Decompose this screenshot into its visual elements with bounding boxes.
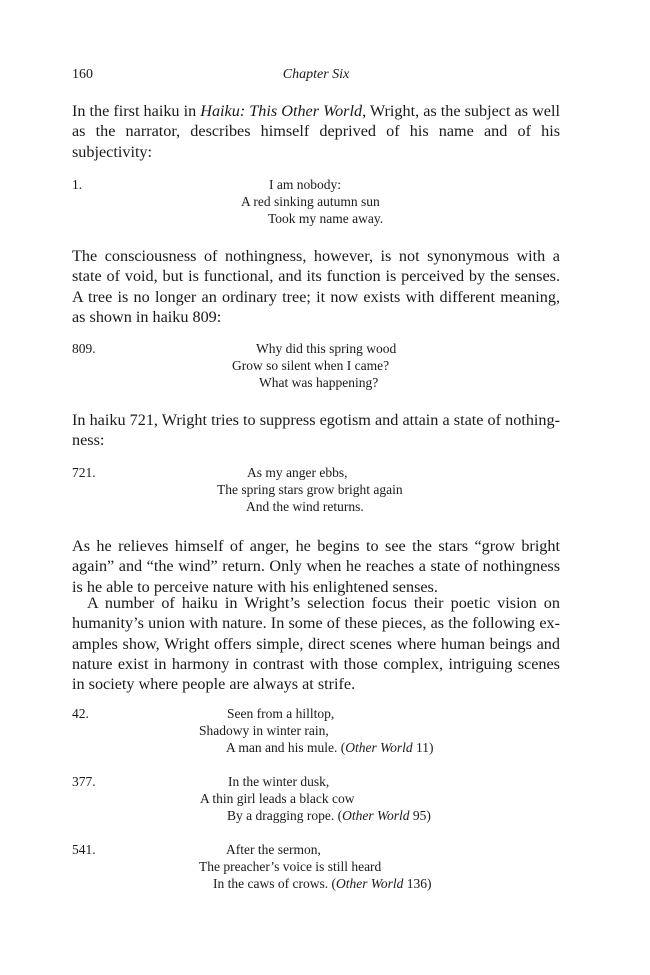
haiku-42-line-3-text: A man and his mule.: [226, 740, 338, 755]
haiku-42-line-1: Seen from a hilltop,: [227, 706, 335, 721]
running-head: Chapter Six: [282, 67, 350, 82]
paragraph-3: In haiku 721, Wright tries to suppress egotism and attain a state of nothing-ness:: [72, 411, 560, 450]
haiku-number-721: 721.: [72, 465, 96, 480]
haiku-42-line-3: A man and his mule. (Other World 11): [226, 740, 434, 755]
paragraph-1-text-b: , Wright, as the subject as well as the narrator, describes himself deprived of his name and of his subjectivity:: [72, 102, 560, 161]
haiku-541-line-3-text: In the caws of crows.: [213, 876, 329, 891]
haiku-number-809: 809.: [72, 341, 96, 356]
citation-page: 11): [412, 740, 434, 755]
paragraph-5: A number of haiku in Wright’s selection focus their poetic vision on humanity’s union with nature. In some of these pieces, as the following ex-amples show, Wright offers simple, direct scenes where human beings and nature exist in harmony in contrast with those complex, intriguing scenes in society where people are always at strife.: [72, 594, 560, 694]
haiku-1-line-3: Took my name away.: [268, 211, 384, 226]
paragraph-1: [72, 101, 560, 162]
haiku-541-line-1: After the sermon,: [226, 842, 321, 857]
haiku-42-line-2: Shadowy in winter rain,: [199, 723, 329, 738]
haiku-721-line-1: As my anger ebbs,: [247, 465, 348, 480]
haiku-number-1: 1.: [72, 177, 83, 192]
haiku-377-line-1: In the winter dusk,: [228, 774, 330, 789]
citation-title: Other World: [345, 740, 413, 755]
page-number: 160: [72, 67, 93, 82]
haiku-1-line-1: I am nobody:: [269, 177, 341, 192]
citation-page: 95): [409, 808, 431, 823]
haiku-541-line-3: In the caws of crows. (Other World 136): [213, 876, 432, 891]
paragraph-2: The consciousness of nothingness, however, is not synonymous with a state of void, but is functional, and its function is perceived by the senses. A tree is no longer an ordinary tree; it now exists with different meaning, as shown in haiku 809:: [72, 247, 560, 326]
haiku-721-line-3: And the wind returns.: [246, 499, 364, 514]
haiku-377-line-2: A thin girl leads a black cow: [200, 791, 355, 806]
haiku-809-line-2: Grow so silent when I came?: [232, 358, 390, 373]
haiku-809-line-1: Why did this spring wood: [256, 341, 397, 356]
paragraph-4: As he relieves himself of anger, he begins to see the stars “grow bright again” and “the wind” return. Only when he reaches a state of nothingness is he able to perceive nature with his enlightened senses.: [72, 537, 560, 596]
citation-page: 136): [403, 876, 432, 891]
citation-title: Other World: [335, 876, 404, 891]
citation-title: Other World: [342, 808, 410, 823]
haiku-377-line-3: By a dragging rope. (Other World 95): [227, 808, 431, 823]
haiku-377-line-3-text: By a dragging rope.: [227, 808, 335, 823]
haiku-number-377: 377.: [72, 774, 96, 789]
haiku-1-line-2: A red sinking autumn sun: [241, 194, 380, 209]
paragraph-1-text-a: In the first haiku in: [72, 102, 201, 120]
haiku-721-line-2: The spring stars grow bright again: [217, 482, 403, 497]
book-title: Haiku: This Other World: [200, 102, 363, 120]
haiku-number-541: 541.: [72, 842, 96, 857]
haiku-809-line-3: What was happening?: [259, 375, 379, 390]
haiku-541-line-2: The preacher’s voice is still heard: [199, 859, 382, 874]
haiku-number-42: 42.: [72, 706, 89, 721]
page-header: [72, 67, 560, 87]
